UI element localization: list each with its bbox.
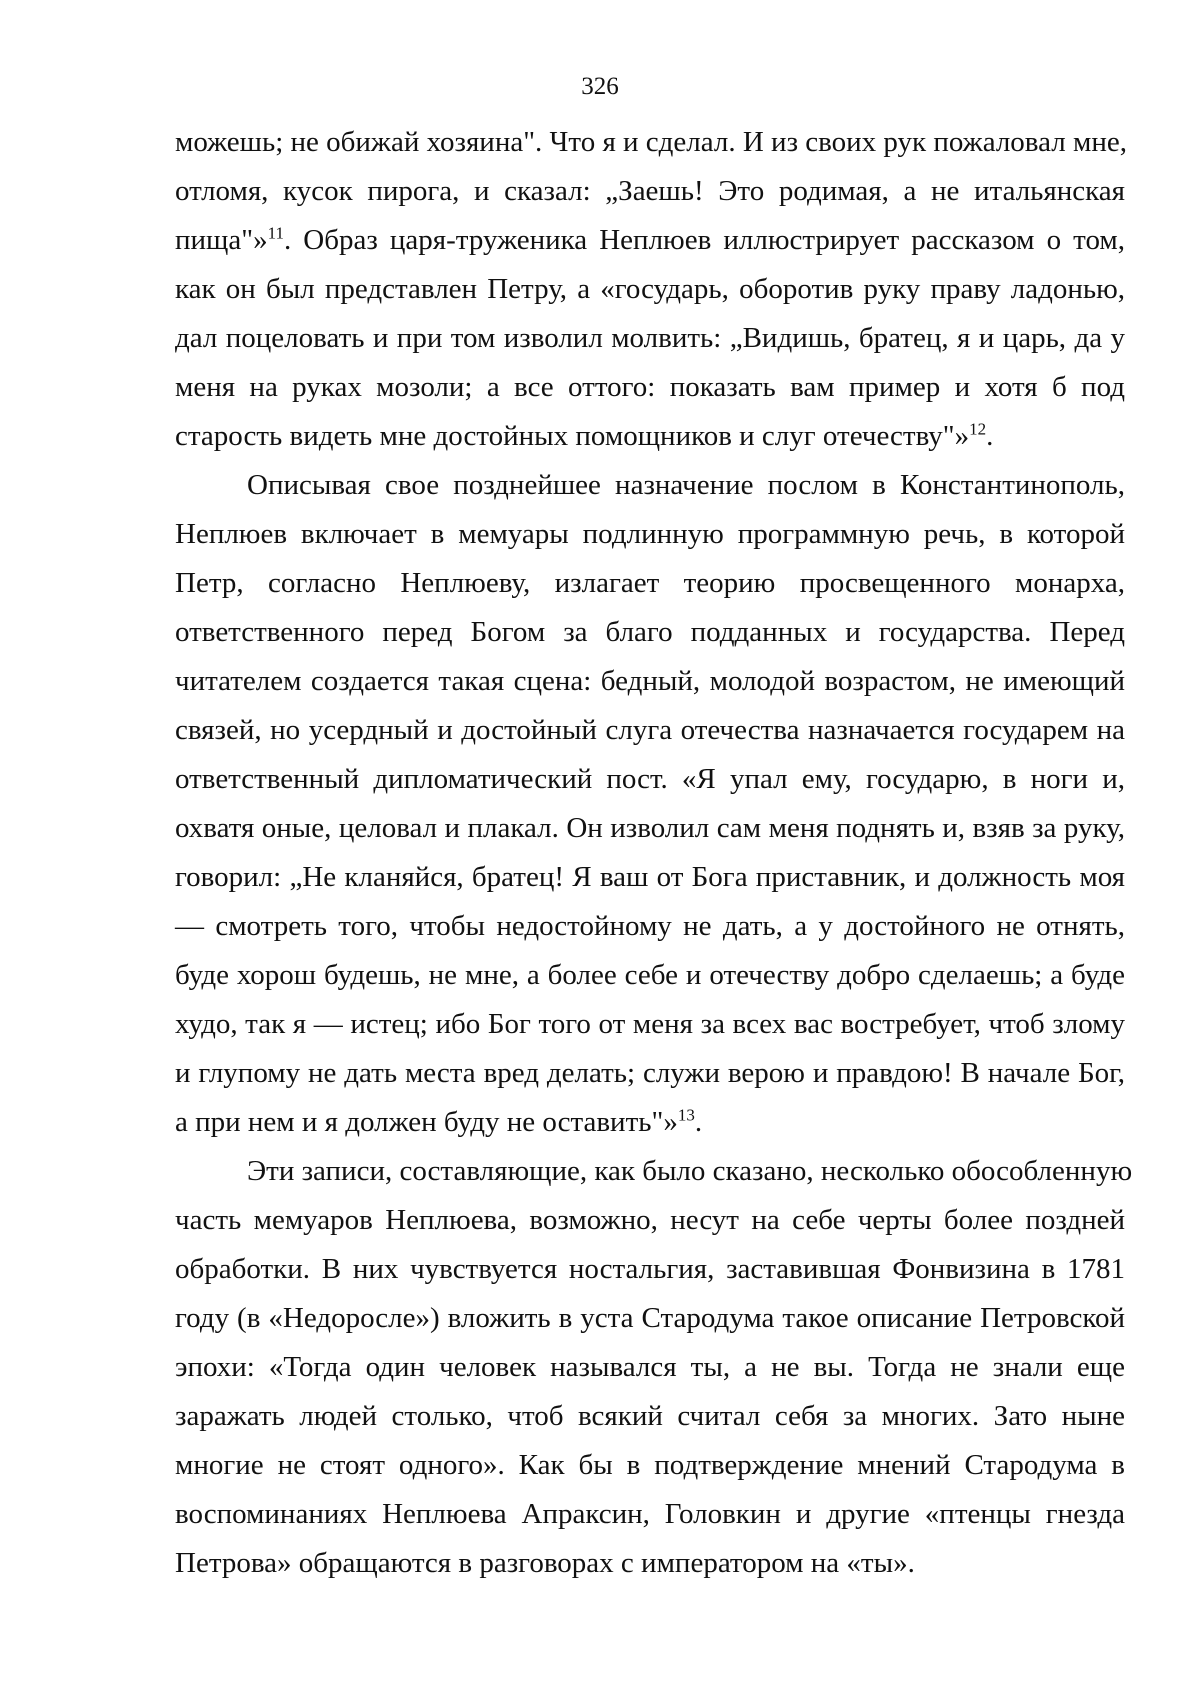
line-text: Описывая свое позднейшее назначение послом в Константинополь,: [247, 469, 1125, 501]
line-text: охватя оные, целовал и плакал. Он изволил сам меня поднять и, взяв за руку,: [175, 812, 1125, 844]
line-text: Неплюев включает в мемуары подлинную программную речь, в которой: [175, 518, 1125, 550]
text-line: [175, 1539, 1125, 1588]
text-line: [175, 902, 1125, 951]
paragraph-1: [175, 118, 1125, 461]
line-text: буде хорош будешь, не мне, а более себе и отечеству добро сделаешь; а буде: [175, 959, 1125, 991]
line-text: говорил: „Не кланяйся, братец! Я ваш от Бога приставник, и должность моя: [175, 861, 1125, 893]
line-text: отломя, кусок пирога, и сказал: „Заешь! Это родимая, а не итальянская: [175, 175, 1125, 207]
line-text: многие не стоят одного». Как бы в подтверждение мнений Стародума в: [175, 1449, 1125, 1481]
text-line: [175, 706, 1125, 755]
line-text: воспоминаниях Неплюева Апраксин, Головкин и другие «птенцы гнезда: [175, 1498, 1125, 1530]
line-text: . Образ царя-труженика Неплюев иллюстрирует рассказом о том,: [283, 224, 1125, 256]
text-line: [175, 216, 1125, 265]
text-line: [175, 363, 1125, 412]
text-line: [175, 1000, 1125, 1049]
text-line: [175, 167, 1125, 216]
line-text: эпохи: «Тогда один человек назывался ты, а не вы. Тогда не знали еще: [175, 1351, 1125, 1383]
text-line: [175, 1147, 1133, 1196]
line-text: Петр, согласно Неплюеву, излагает теорию просвещенного монарха,: [175, 567, 1125, 599]
text-line: [175, 1441, 1125, 1490]
line-text: обработки. В них чувствуется ностальгия, заставившая Фонвизина в 1781: [175, 1253, 1125, 1285]
line-text: и глупому не дать места вред делать; служи верою и правдою! В начале Бог,: [175, 1057, 1125, 1089]
text-line: [175, 951, 1125, 1000]
line-text: а при нем и я должен буду не оставить"»: [175, 1106, 678, 1138]
page-number: 326: [581, 73, 619, 100]
line-text: году (в «Недоросле») вложить в уста Стародума такое описание Петровской: [175, 1302, 1125, 1334]
line-text: заражать людей столько, чтоб всякий считал себя за многих. Зато ныне: [175, 1400, 1125, 1432]
line-text: старость видеть мне достойных помощников и слуг отечеству"»: [175, 420, 970, 452]
line-text: читателем создается такая сцена: бедный, молодой возрастом, не имеющий: [175, 665, 1125, 697]
text-line: [175, 1392, 1125, 1441]
text-line: [175, 461, 1125, 510]
text-line: [175, 804, 1125, 853]
line-text: как он был представлен Петру, а «государь, оборотив руку праву ладонью,: [175, 273, 1125, 305]
text-line: [175, 608, 1125, 657]
text-line: [175, 1245, 1125, 1294]
line-text: .: [986, 420, 994, 452]
line-text: можешь; не обижай хозяина". Что я и сделал. И из своих рук пожаловал мне,: [175, 126, 1127, 158]
line-text: .: [694, 1106, 703, 1138]
footnote-ref-11[interactable]: 11: [267, 223, 284, 243]
text-line: [175, 559, 1125, 608]
text-line: [175, 1343, 1125, 1392]
line-text: связей, но усердный и достойный слуга отечества назначается государем на: [175, 714, 1125, 746]
paragraph-3: [175, 1147, 1133, 1588]
body-text: [175, 118, 1133, 1588]
text-line: [175, 1196, 1125, 1245]
line-text: — смотреть того, чтобы недостойному не дать, а у достойного не отнять,: [175, 910, 1125, 942]
line-text: дал поцеловать и при том изволил молвить: „Видишь, братец, я и царь, да у: [175, 322, 1125, 354]
text-line: [175, 314, 1125, 363]
text-line: [175, 1049, 1125, 1098]
line-text: меня на руках мозоли; а все оттого: показать вам пример и хотя б под: [175, 371, 1125, 403]
line-text: часть мемуаров Неплюева, возможно, несут на себе черты более поздней: [175, 1204, 1125, 1236]
text-line: [175, 412, 1125, 461]
text-line: [175, 118, 1125, 167]
text-line: [175, 1490, 1125, 1539]
text-line: [175, 1098, 1125, 1147]
text-line: [175, 1294, 1125, 1343]
text-line: [175, 265, 1125, 314]
footnote-ref-12[interactable]: 12: [969, 419, 987, 439]
text-line: [175, 657, 1125, 706]
paragraph-2: [175, 461, 1125, 1147]
text-line: [175, 853, 1125, 902]
text-line: [175, 755, 1125, 804]
line-text: пища"»: [175, 224, 268, 256]
line-text: ответственного перед Богом за благо подданных и государства. Перед: [175, 616, 1125, 648]
line-text: ответственный дипломатический пост. «Я упал ему, государю, в ноги и,: [175, 763, 1125, 795]
text-line: [175, 510, 1125, 559]
footnote-ref-13[interactable]: 13: [677, 1105, 695, 1125]
line-text: худо, так я — истец; ибо Бог того от меня за всех вас востребует, чтоб злому: [175, 1008, 1125, 1040]
line-text: Петрова» обращаются в разговорах с императором на «ты».: [175, 1547, 915, 1579]
line-text: Эти записи, составляющие, как было сказано, несколько обособленную: [247, 1155, 1133, 1187]
